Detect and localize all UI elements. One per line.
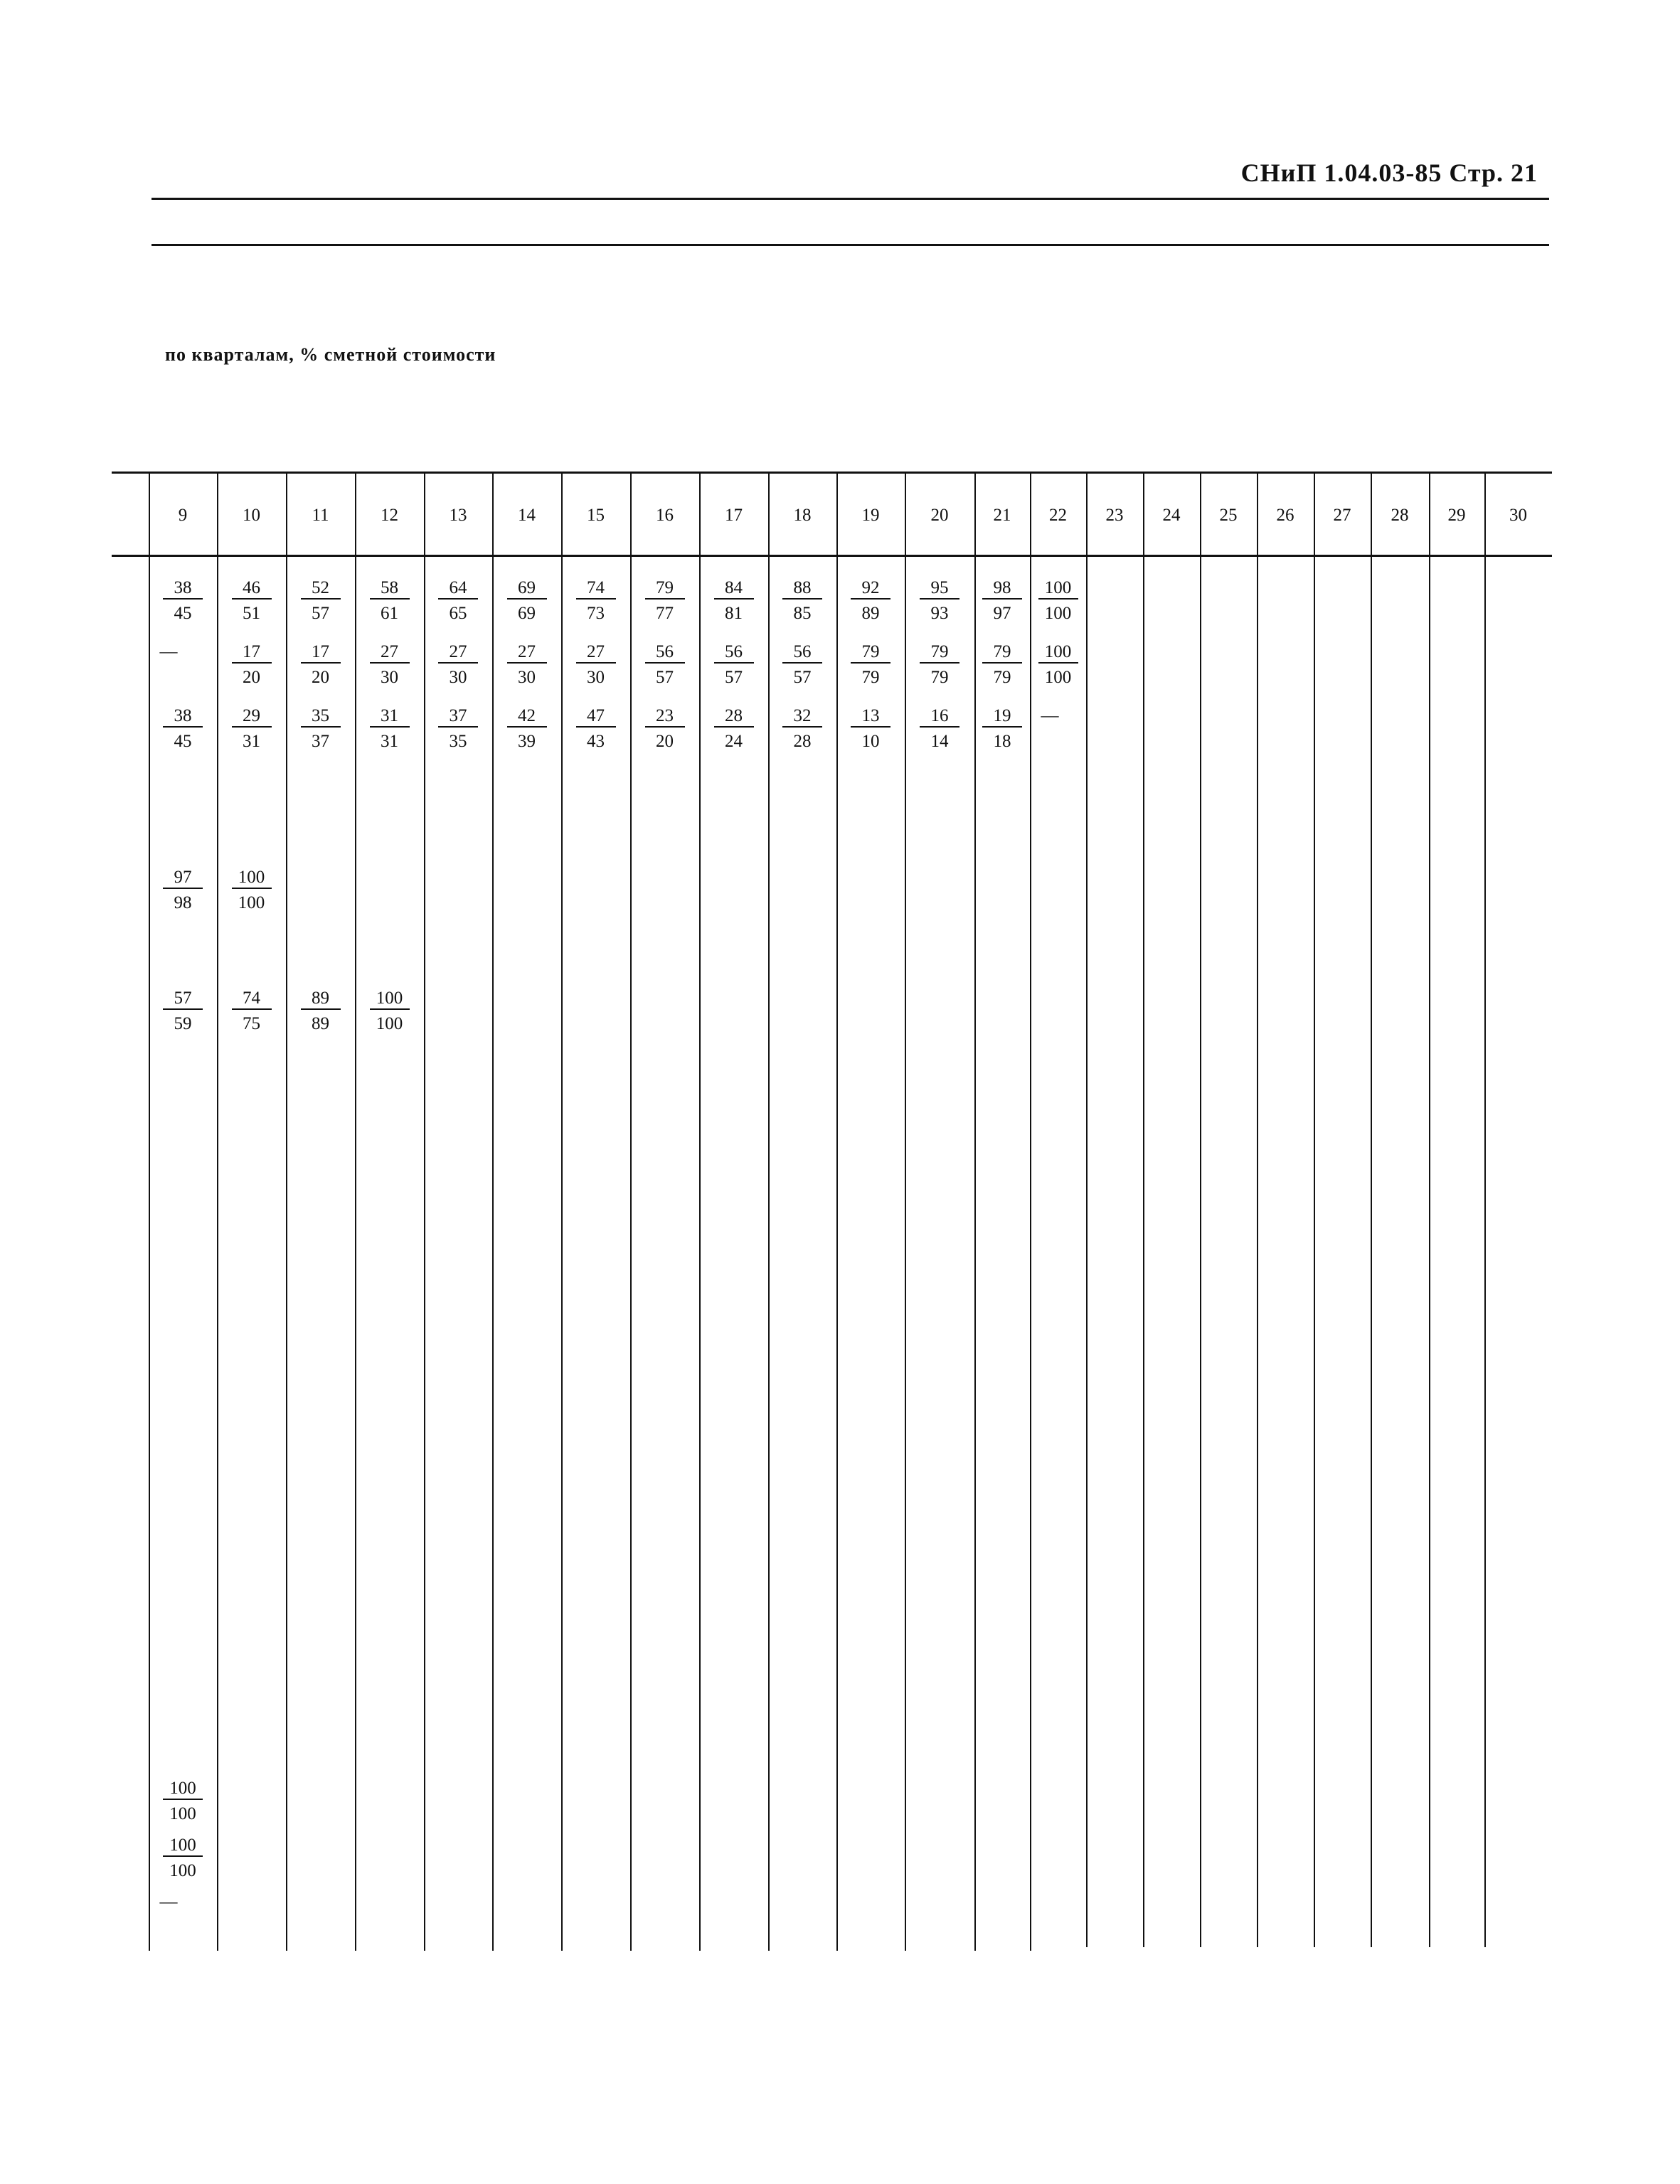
fraction-numerator: 28 xyxy=(714,706,754,728)
fraction-numerator: 100 xyxy=(370,989,410,1010)
fraction-cell xyxy=(974,642,1030,688)
fraction-numerator: 27 xyxy=(370,642,410,664)
fraction-numerator: 27 xyxy=(438,642,478,664)
fraction-cell xyxy=(424,642,492,688)
fraction-denominator: 37 xyxy=(312,732,329,751)
fraction-cell xyxy=(768,706,836,752)
fraction-denominator: 20 xyxy=(243,668,260,687)
fraction-denominator: 75 xyxy=(243,1014,260,1033)
fraction-cell xyxy=(974,578,1030,624)
fraction-denominator: 59 xyxy=(174,1014,192,1033)
column-divider xyxy=(1314,472,1315,1947)
fraction-cell xyxy=(217,578,286,624)
column-divider xyxy=(699,472,701,1951)
fraction-numerator: 16 xyxy=(920,706,959,728)
fraction-cell xyxy=(1030,706,1086,726)
fraction-cell xyxy=(699,578,768,624)
table-subtitle: по кварталам, % сметной стоимости xyxy=(165,344,496,365)
column-header-10: 10 xyxy=(243,506,260,525)
fraction-cell xyxy=(355,578,424,624)
fraction-numerator: 79 xyxy=(851,642,890,664)
fraction-denominator: 79 xyxy=(993,668,1011,687)
fraction-cell xyxy=(492,578,561,624)
fraction-cell xyxy=(149,989,217,1034)
fraction-numerator: 13 xyxy=(851,706,890,728)
fraction-numerator: 69 xyxy=(507,578,547,600)
fraction-numerator: 29 xyxy=(232,706,272,728)
fraction-denominator: 30 xyxy=(587,668,605,687)
column-header-25: 25 xyxy=(1219,506,1238,525)
column-divider xyxy=(630,472,632,1951)
fraction-denominator: 65 xyxy=(449,604,467,623)
column-divider xyxy=(492,472,494,1951)
column-header-19: 19 xyxy=(861,506,880,525)
fraction-numerator: 100 xyxy=(163,1836,203,1857)
fraction-denominator: 18 xyxy=(993,732,1011,751)
column-header-22: 22 xyxy=(1049,506,1067,525)
fraction-denominator: 89 xyxy=(312,1014,329,1033)
fraction-numerator: 52 xyxy=(301,578,341,600)
column-header-27: 27 xyxy=(1333,506,1351,525)
column-divider xyxy=(149,472,150,1951)
column-divider xyxy=(768,472,770,1951)
fraction-numerator: 42 xyxy=(507,706,547,728)
column-divider xyxy=(561,472,563,1951)
fraction-cell xyxy=(149,1836,217,1881)
fraction-denominator: 100 xyxy=(1044,668,1072,687)
fraction-cell xyxy=(699,642,768,688)
header-rule-bottom xyxy=(151,244,1549,246)
fraction-cell xyxy=(286,706,355,752)
fraction-cell xyxy=(836,706,905,752)
column-divider xyxy=(355,472,356,1951)
column-header-24: 24 xyxy=(1162,506,1181,525)
fraction-denominator: 35 xyxy=(449,732,467,751)
fraction-numerator: 35 xyxy=(301,706,341,728)
column-divider xyxy=(905,472,906,1951)
fraction-denominator: 93 xyxy=(930,604,949,623)
fraction-numerator: 17 xyxy=(232,642,272,664)
table-top-rule xyxy=(112,472,1552,474)
fraction-cell xyxy=(836,578,905,624)
column-divider xyxy=(286,472,287,1951)
fraction-numerator: 17 xyxy=(301,642,341,664)
fraction-cell xyxy=(768,642,836,688)
fraction-denominator: 43 xyxy=(587,732,605,751)
column-divider xyxy=(1429,472,1430,1947)
column-divider xyxy=(1200,472,1201,1947)
fraction-numerator: 79 xyxy=(982,642,1022,664)
column-header-20: 20 xyxy=(930,506,949,525)
fraction-cell xyxy=(217,989,286,1034)
fraction-denominator: 89 xyxy=(861,604,880,623)
fraction-cell xyxy=(905,642,974,688)
fraction-cell xyxy=(492,706,561,752)
fraction-denominator: 100 xyxy=(376,1014,403,1033)
fraction-cell xyxy=(561,642,630,688)
fraction-numerator: 97 xyxy=(163,868,203,889)
fraction-denominator: 57 xyxy=(312,604,329,623)
fraction-denominator: 39 xyxy=(518,732,536,751)
column-divider xyxy=(217,472,218,1951)
fraction-cell xyxy=(492,642,561,688)
column-divider xyxy=(1257,472,1258,1947)
fraction-numerator: 47 xyxy=(576,706,616,728)
fraction-numerator: — xyxy=(159,642,178,661)
fraction-numerator: 27 xyxy=(507,642,547,664)
fraction-cell xyxy=(1030,578,1086,624)
fraction-numerator: 89 xyxy=(301,989,341,1010)
fraction-denominator: 85 xyxy=(793,604,812,623)
fraction-denominator: 51 xyxy=(243,604,260,623)
fraction-denominator: 81 xyxy=(725,604,743,623)
fraction-denominator: 100 xyxy=(1044,604,1072,623)
fraction-numerator: 32 xyxy=(782,706,822,728)
fraction-numerator: 100 xyxy=(232,868,272,889)
fraction-numerator: 23 xyxy=(645,706,685,728)
fraction-cell xyxy=(149,1779,217,1824)
fraction-denominator: 77 xyxy=(656,604,674,623)
fraction-numerator: 27 xyxy=(576,642,616,664)
fraction-cell xyxy=(149,706,217,752)
fraction-denominator: 31 xyxy=(381,732,398,751)
fraction-cell xyxy=(286,642,355,688)
fraction-cell xyxy=(424,578,492,624)
fraction-denominator: 24 xyxy=(725,732,743,751)
column-divider xyxy=(1030,472,1031,1951)
column-divider xyxy=(836,472,838,1951)
fraction-cell xyxy=(974,706,1030,752)
column-header-12: 12 xyxy=(381,506,398,525)
fraction-denominator: 20 xyxy=(312,668,329,687)
fraction-denominator: 57 xyxy=(725,668,743,687)
doc-reference: СНиП 1.04.03-85 Стр. 21 xyxy=(1240,159,1538,187)
column-header-23: 23 xyxy=(1105,506,1124,525)
fraction-denominator: 73 xyxy=(587,604,605,623)
fraction-numerator: 92 xyxy=(851,578,890,600)
fraction-numerator: 74 xyxy=(576,578,616,600)
column-header-21: 21 xyxy=(993,506,1011,525)
fraction-numerator: 37 xyxy=(438,706,478,728)
fraction-denominator: 100 xyxy=(169,1861,196,1880)
fraction-cell xyxy=(905,706,974,752)
fraction-cell xyxy=(630,642,699,688)
column-header-28: 28 xyxy=(1391,506,1409,525)
column-header-17: 17 xyxy=(725,506,743,525)
fraction-numerator: 100 xyxy=(163,1779,203,1800)
fraction-denominator: 79 xyxy=(930,668,949,687)
fraction-cell xyxy=(149,578,217,624)
fraction-cell xyxy=(355,989,424,1034)
fraction-numerator: — xyxy=(1041,706,1059,725)
column-header-13: 13 xyxy=(449,506,467,525)
fraction-denominator: 57 xyxy=(656,668,674,687)
fraction-denominator: 69 xyxy=(518,604,536,623)
fraction-denominator: 31 xyxy=(243,732,260,751)
fraction-denominator: 97 xyxy=(993,604,1011,623)
fraction-denominator: 61 xyxy=(381,604,398,623)
fraction-cell xyxy=(355,642,424,688)
fraction-numerator: 98 xyxy=(982,578,1022,600)
fraction-denominator: 20 xyxy=(656,732,674,751)
fraction-denominator: 100 xyxy=(238,893,265,912)
fraction-numerator: 38 xyxy=(163,578,203,600)
fraction-denominator: 30 xyxy=(381,668,398,687)
fraction-cell xyxy=(217,868,286,913)
fraction-denominator: 57 xyxy=(793,668,812,687)
fraction-numerator: 57 xyxy=(163,989,203,1010)
fraction-numerator: 95 xyxy=(920,578,959,600)
column-header-16: 16 xyxy=(656,506,674,525)
fraction-cell xyxy=(836,642,905,688)
fraction-cell xyxy=(286,989,355,1034)
fraction-cell xyxy=(286,578,355,624)
fraction-cell xyxy=(561,578,630,624)
fraction-numerator: 56 xyxy=(645,642,685,664)
data-table xyxy=(112,472,1552,1951)
column-divider xyxy=(1371,472,1372,1947)
fraction-denominator: 28 xyxy=(793,732,812,751)
fraction-denominator: 30 xyxy=(449,668,467,687)
fraction-numerator: 64 xyxy=(438,578,478,600)
fraction-cell xyxy=(630,578,699,624)
column-header-29: 29 xyxy=(1447,506,1466,525)
fraction-numerator: 56 xyxy=(714,642,754,664)
fraction-numerator: 100 xyxy=(1038,578,1078,600)
column-header-18: 18 xyxy=(793,506,812,525)
fraction-cell xyxy=(217,706,286,752)
table-header-rule xyxy=(112,555,1552,557)
column-header-11: 11 xyxy=(312,506,329,525)
fraction-cell xyxy=(1030,642,1086,688)
fraction-numerator: 58 xyxy=(370,578,410,600)
column-divider xyxy=(974,472,976,1951)
fraction-cell xyxy=(905,578,974,624)
fraction-cell xyxy=(149,1892,217,1912)
fraction-numerator: 79 xyxy=(645,578,685,600)
fraction-cell xyxy=(424,706,492,752)
fraction-cell xyxy=(768,578,836,624)
fraction-cell xyxy=(149,868,217,913)
fraction-denominator: 30 xyxy=(518,668,536,687)
fraction-cell xyxy=(217,642,286,688)
fraction-cell xyxy=(561,706,630,752)
column-header-30: 30 xyxy=(1509,506,1527,525)
fraction-denominator: 45 xyxy=(174,604,192,623)
fraction-denominator: 100 xyxy=(169,1804,196,1823)
fraction-denominator: 98 xyxy=(174,893,192,912)
column-header-14: 14 xyxy=(518,506,536,525)
fraction-numerator: 56 xyxy=(782,642,822,664)
fraction-denominator: 14 xyxy=(930,732,949,751)
fraction-numerator: 88 xyxy=(782,578,822,600)
column-divider xyxy=(1143,472,1144,1947)
fraction-numerator: 19 xyxy=(982,706,1022,728)
header-rule-top xyxy=(151,198,1549,200)
fraction-numerator: 38 xyxy=(163,706,203,728)
fraction-numerator: 100 xyxy=(1038,642,1078,664)
fraction-cell xyxy=(355,706,424,752)
fraction-numerator: 84 xyxy=(714,578,754,600)
fraction-numerator: 79 xyxy=(920,642,959,664)
fraction-numerator: — xyxy=(159,1892,178,1912)
column-divider xyxy=(424,472,425,1951)
fraction-numerator: 74 xyxy=(232,989,272,1010)
fraction-denominator: 10 xyxy=(861,732,880,751)
fraction-cell xyxy=(630,706,699,752)
fraction-denominator: 79 xyxy=(861,668,880,687)
fraction-numerator: 31 xyxy=(370,706,410,728)
fraction-denominator: 45 xyxy=(174,732,192,751)
column-header-9: 9 xyxy=(178,506,188,525)
fraction-cell xyxy=(699,706,768,752)
column-header-15: 15 xyxy=(587,506,605,525)
fraction-cell xyxy=(149,642,217,662)
column-divider xyxy=(1086,472,1088,1947)
column-header-26: 26 xyxy=(1276,506,1294,525)
fraction-numerator: 46 xyxy=(232,578,272,600)
column-divider xyxy=(1484,472,1486,1947)
